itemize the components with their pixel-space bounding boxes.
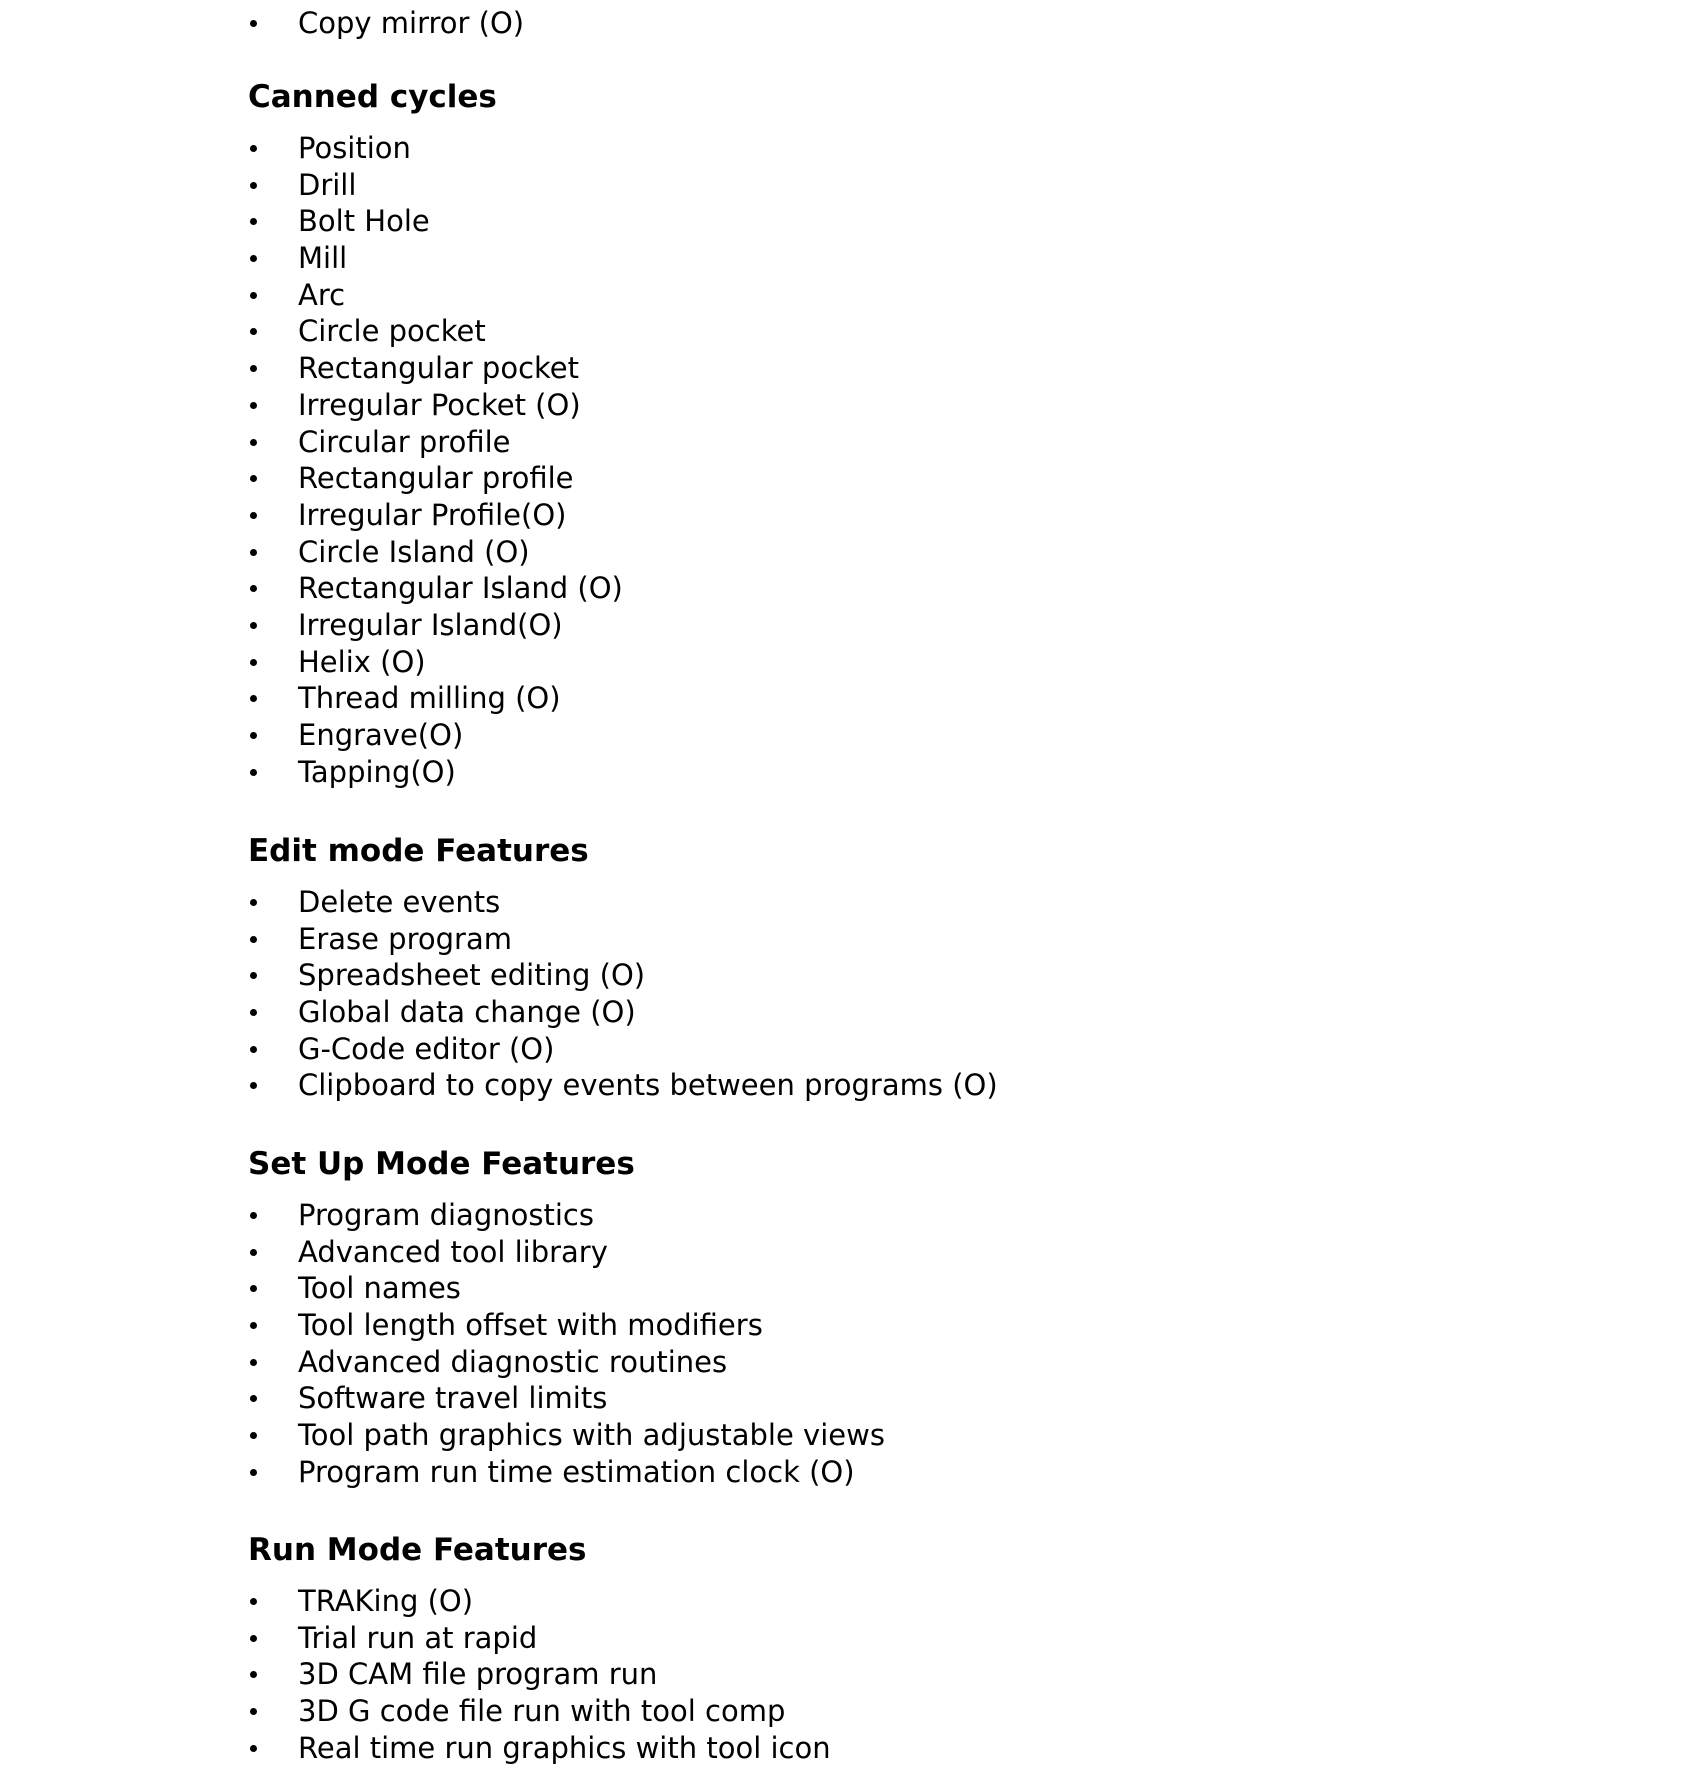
- list-item: Tool length offset with modifiers: [248, 1307, 1548, 1344]
- list-item: Arc: [248, 277, 1548, 314]
- bullet-icon: [250, 549, 257, 556]
- list-item: Spreadsheet editing (O): [248, 957, 1548, 994]
- list-item: Drill: [248, 167, 1548, 204]
- bullet-icon: [250, 1635, 257, 1642]
- list-item: Thread milling (O): [248, 680, 1548, 717]
- list-item: Erase program: [248, 921, 1548, 958]
- bullet-icon: [250, 1598, 257, 1605]
- bullet-icon: [250, 732, 257, 739]
- list-item: Irregular Pocket (O): [248, 387, 1548, 424]
- list-item: Copy mirror (O): [248, 5, 1548, 42]
- bullet-icon: [250, 1469, 257, 1476]
- bullet-list-canned-cycles: [248, 130, 1548, 790]
- section-edit-mode-features: [248, 832, 1548, 1104]
- list-item: Irregular Profile(O): [248, 497, 1548, 534]
- list-item: Tool names: [248, 1270, 1548, 1307]
- bullet-icon: [250, 695, 257, 702]
- bullet-icon: [250, 1708, 257, 1715]
- bullet-icon: [250, 972, 257, 979]
- list-item: Advanced tool library: [248, 1234, 1548, 1271]
- bullet-icon: [250, 1082, 257, 1089]
- list-item: Circle Island (O): [248, 534, 1548, 571]
- bullet-icon: [250, 1285, 257, 1292]
- section-canned-cycles: [248, 78, 1548, 790]
- list-item: Helix (O): [248, 644, 1548, 681]
- list-item: Program run time estimation clock (O): [248, 1454, 1548, 1491]
- bullet-icon: [250, 402, 257, 409]
- list-item: Advanced diagnostic routines: [248, 1344, 1548, 1381]
- section-heading-edit-mode-features: Edit mode Features: [248, 833, 589, 869]
- bullet-icon: [250, 1432, 257, 1439]
- bullet-icon: [250, 182, 257, 189]
- bullet-icon: [250, 1322, 257, 1329]
- bullet-icon: [250, 365, 257, 372]
- list-item: Rectangular pocket: [248, 350, 1548, 387]
- bullet-icon: [250, 659, 257, 666]
- list-item: Position: [248, 130, 1548, 167]
- bullet-icon: [250, 1671, 257, 1678]
- list-item: Circle pocket: [248, 313, 1548, 350]
- list-item: Tapping(O): [248, 754, 1548, 791]
- bullet-list-edit-mode-features: [248, 884, 1548, 1104]
- list-item: Mill: [248, 240, 1548, 277]
- bullet-icon: [250, 512, 257, 519]
- section-continued: [248, 5, 1548, 42]
- list-item: Rectangular profile: [248, 460, 1548, 497]
- bullet-icon: [250, 1046, 257, 1053]
- bullet-icon: [250, 20, 257, 27]
- section-heading-canned-cycles: Canned cycles: [248, 79, 497, 115]
- section-heading-run-mode-features: Run Mode Features: [248, 1532, 587, 1568]
- bullet-icon: [250, 585, 257, 592]
- list-item: Trial run at rapid: [248, 1620, 1548, 1657]
- bullet-icon: [250, 328, 257, 335]
- bullet-list-continued: [248, 5, 1548, 42]
- list-item: Software travel limits: [248, 1380, 1548, 1417]
- list-item: Circular profile: [248, 424, 1548, 461]
- list-item: Real time run graphics with tool icon: [248, 1730, 1548, 1767]
- bullet-icon: [250, 1745, 257, 1752]
- list-item: 3D CAM file program run: [248, 1656, 1548, 1693]
- bullet-icon: [250, 1212, 257, 1219]
- bullet-icon: [250, 1249, 257, 1256]
- bullet-icon: [250, 1359, 257, 1366]
- bullet-icon: [250, 292, 257, 299]
- section-run-mode-features: [248, 1531, 1548, 1766]
- list-item: Bolt Hole: [248, 203, 1548, 240]
- bullet-icon: [250, 936, 257, 943]
- bullet-icon: [250, 439, 257, 446]
- list-item: G-Code editor (O): [248, 1031, 1548, 1068]
- list-item: Rectangular Island (O): [248, 570, 1548, 607]
- bullet-list-run-mode-features: [248, 1583, 1548, 1766]
- bullet-icon: [250, 255, 257, 262]
- list-item: 3D G code file run with tool comp: [248, 1693, 1548, 1730]
- section-set-up-mode-features: [248, 1145, 1548, 1491]
- bullet-icon: [250, 622, 257, 629]
- list-item: Engrave(O): [248, 717, 1548, 754]
- bullet-list-set-up-mode-features: [248, 1197, 1548, 1491]
- list-item: Irregular Island(O): [248, 607, 1548, 644]
- bullet-icon: [250, 899, 257, 906]
- bullet-icon: [250, 145, 257, 152]
- list-item: Tool path graphics with adjustable views: [248, 1417, 1548, 1454]
- bullet-icon: [250, 1009, 257, 1016]
- bullet-icon: [250, 1395, 257, 1402]
- section-heading-set-up-mode-features: Set Up Mode Features: [248, 1146, 635, 1182]
- bullet-icon: [250, 769, 257, 776]
- list-item: Clipboard to copy events between programs (O): [248, 1067, 1548, 1104]
- list-item: Global data change (O): [248, 994, 1548, 1031]
- list-item: Delete events: [248, 884, 1548, 921]
- bullet-icon: [250, 475, 257, 482]
- list-item: Program diagnostics: [248, 1197, 1548, 1234]
- bullet-icon: [250, 218, 257, 225]
- list-item: TRAKing (O): [248, 1583, 1548, 1620]
